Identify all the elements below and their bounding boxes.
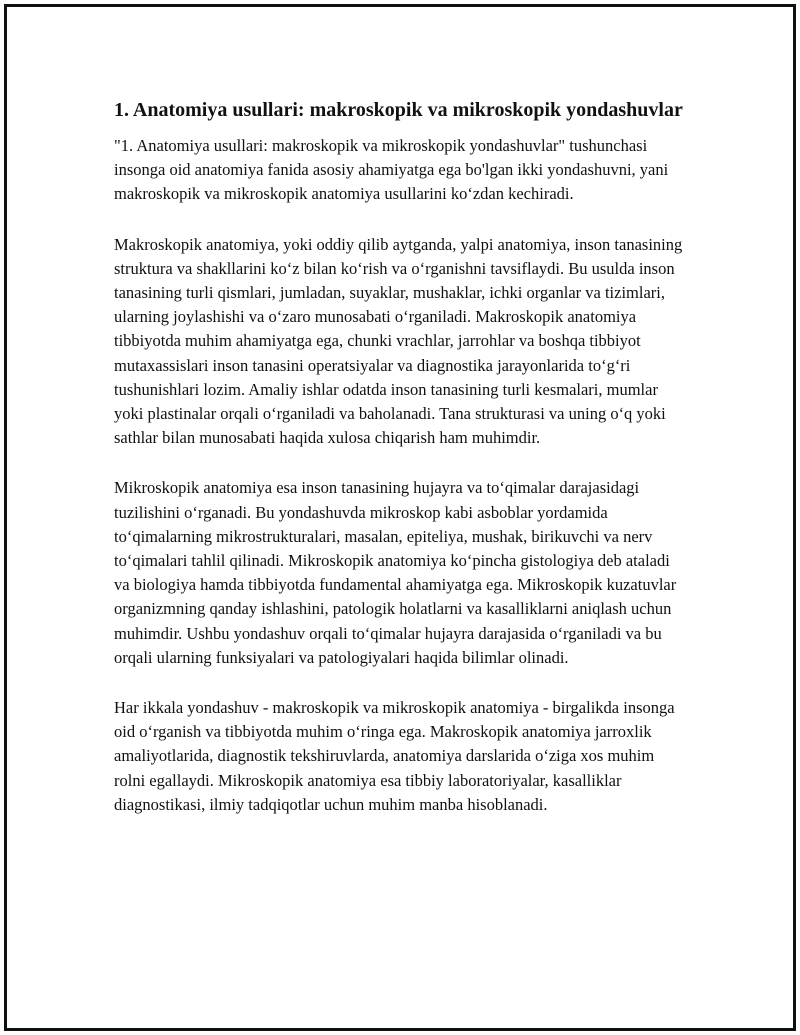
paragraph-conclusion: Har ikkala yondashuv - makroskopik va mikroskopik anatomiya - birgalikda insonga oid o‘rganish va tibbiyotda muhim o‘ringa ega. Makroskopik anatomiya jarroxlik amaliyotlarida, diagnostik tekshiruvlarda, anatomiya darslarida o‘ziga xos muhim rolni egallaydi. Mikroskopik anatomiya esa tibbiy laboratoriyalar, kasalliklar diagnostikasi, ilmiy tadqiqotlar uchun muhim manba hisoblanadi. — [114, 698, 675, 814]
paragraph-microscopic: Mikroskopik anatomiya esa inson tanasining hujayra va to‘qimalar darajasidagi tuzilishini o‘rganadi. Bu yondashuvda mikroskop kabi asboblar yordamida to‘qimalarning mikrostrukturalari, masalan, epiteliya, mushak, birikuvchi va nerv to‘qimalari tahlil qilinadi. Mikroskopik anatomiya ko‘pincha gistologiya deb ataladi va biologiya hamda tibbiyotda fundamental ahamiyatga ega. Mikroskopik kuzatuvlar organizmning qanday ishlashini, patologik holatlarni va kasalliklarni aniqlash uchun muhimdir. Ushbu yondashuv orqali to‘qimalar hujayra darajasida o‘rganiladi va bu orqali ularning funksiyalari va patologiyalari haqida bilimlar olinadi. — [114, 478, 677, 667]
document-title: 1. Anatomiya usullari: makroskopik va mikroskopik yondashuvlar — [114, 99, 683, 121]
paragraph-intro: "1. Anatomiya usullari: makroskopik va mikroskopik yondashuvlar" tushunchasi insonga oid anatomiya fanida asosiy ahamiyatga ega bo'lgan ikki yondashuvni, yani makroskopik va mikroskopik anatomiya usullarini ko‘zdan kechiradi. — [114, 136, 669, 204]
paragraph-macroscopic: Makroskopik anatomiya, yoki oddiy qilib aytganda, yalpi anatomiya, inson tanasining struktura va shakllarini ko‘z bilan ko‘rish va o‘rganishni tavsiflaydi. Bu usulda inson tanasining turli qismlari, jumladan, suyaklar, mushaklar, ichki organlar va tizimlari, ularning joylashishi va o‘zaro munosabati o‘rganiladi. Makroskopik anatomiya tibbiyotda muhim ahamiyatga ega, chunki vrachlar, jarrohlar va boshqa tibbiyot mutaxassislari inson tanasini operatsiyalar va diagnostika jarayonlarida to‘g‘ri tushunishlari lozim. Amaliy ishlar odatda inson tanasining turli kesmalari, mumlar yoki plastinalar orqali o‘rganiladi va baholanadi. Tana strukturasi va uning o‘q yoki sathlar bilan munosabati haqida xulosa chiqarish ham muhimdir. — [114, 234, 683, 448]
document-body — [114, 96, 684, 843]
